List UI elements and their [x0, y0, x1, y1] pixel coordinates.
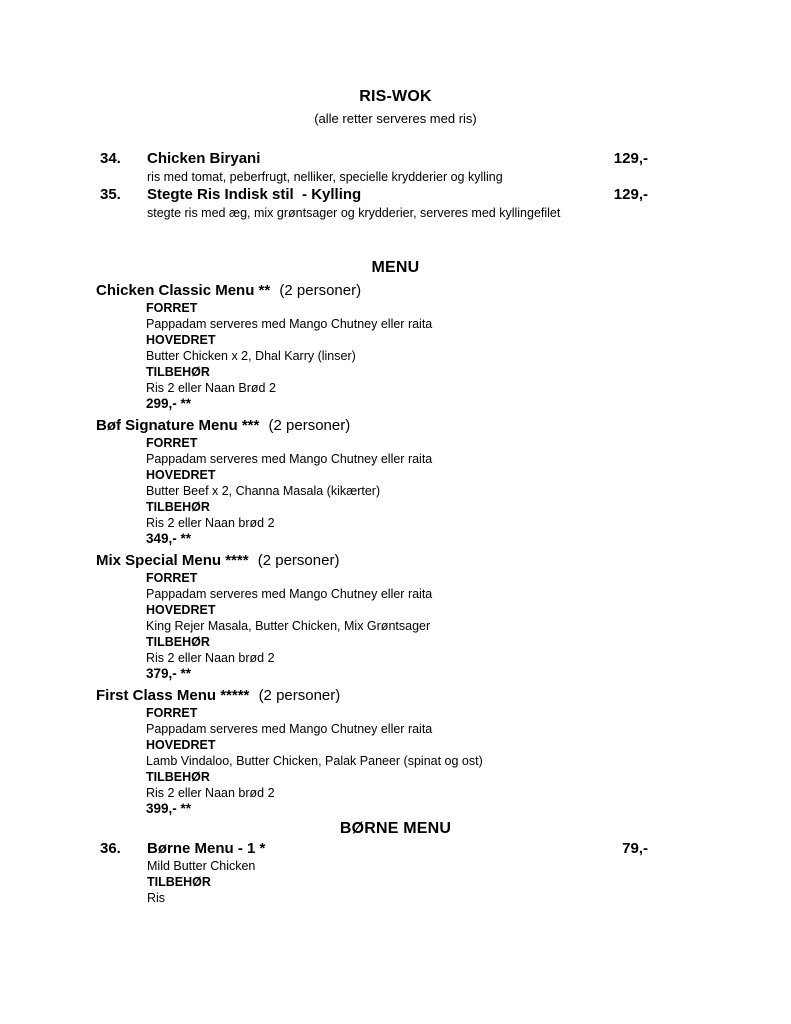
course-label: TILBEHØR	[146, 365, 210, 379]
section-heading-borne-menu: BØRNE MENU	[339, 820, 452, 837]
item-description: stegte ris med æg, mix grøntsager og krydderier, serveres med kyllingefilet	[147, 206, 561, 220]
course-items: Ris 2 eller Naan brød 2	[146, 786, 275, 800]
course-label: HOVEDRET	[146, 333, 216, 347]
set-menu-note: (2 personer)	[258, 687, 341, 704]
item-number: 36.	[100, 840, 121, 857]
course-label: HOVEDRET	[146, 603, 216, 617]
set-menu-price: 379,- **	[146, 666, 192, 681]
borne-menu-item-list	[100, 840, 648, 906]
course-label: HOVEDRET	[146, 738, 216, 752]
section-subheading-ris-wok: (alle retter serveres med ris)	[314, 111, 477, 126]
set-menu-note: (2 personer)	[257, 552, 340, 569]
item-number: 35.	[100, 186, 121, 203]
section-heading-menu: MENU	[371, 259, 420, 276]
menu-item-row	[100, 150, 648, 168]
item-price: 129,-	[613, 186, 648, 203]
set-menu-courses	[146, 435, 656, 547]
course-items: Ris 2 eller Naan Brød 2	[146, 381, 276, 395]
set-menu-title: Bøf Signature Menu ***	[96, 417, 260, 434]
course-items: Butter Beef x 2, Channa Masala (kikærter)	[146, 484, 381, 498]
menu-item-row	[100, 840, 648, 858]
course-items: Butter Chicken x 2, Dhal Karry (linser)	[146, 349, 356, 363]
side-item: Ris	[147, 891, 166, 905]
course-label: TILBEHØR	[146, 500, 210, 514]
course-label: FORRET	[146, 301, 198, 315]
item-description: ris med tomat, peberfrugt, nelliker, specielle krydderier og kylling	[147, 170, 503, 184]
ris-wok-item-list	[100, 150, 648, 222]
set-menu-block	[96, 687, 656, 817]
set-menu-courses	[146, 705, 656, 817]
item-price: 79,-	[622, 840, 648, 857]
item-name: Børne Menu - 1 *	[147, 840, 266, 857]
course-items: Ris 2 eller Naan brød 2	[146, 651, 275, 665]
set-menu-block	[96, 552, 656, 682]
course-items: Pappadam serveres med Mango Chutney eller raita	[146, 722, 433, 736]
course-items: Pappadam serveres med Mango Chutney eller raita	[146, 587, 433, 601]
set-menu-title-row	[96, 552, 656, 570]
item-price: 129,-	[613, 150, 648, 167]
borne-item-details	[100, 858, 648, 906]
course-items: Pappadam serveres med Mango Chutney eller raita	[146, 317, 433, 331]
course-label: FORRET	[146, 706, 198, 720]
course-label: FORRET	[146, 436, 198, 450]
course-label: TILBEHØR	[146, 770, 210, 784]
set-menu-block	[96, 282, 656, 412]
item-number: 34.	[100, 150, 121, 167]
set-menu-courses	[146, 300, 656, 412]
course-items: King Rejer Masala, Butter Chicken, Mix Grøntsager	[146, 619, 431, 633]
course-label: TILBEHØR	[146, 635, 210, 649]
set-menu-price: 399,- **	[146, 801, 192, 816]
set-menu-note: (2 personer)	[279, 282, 362, 299]
course-label: FORRET	[146, 571, 198, 585]
set-menu-title: First Class Menu *****	[96, 687, 250, 704]
set-menu-title-row	[96, 687, 656, 705]
set-menu-courses	[146, 570, 656, 682]
course-items: Pappadam serveres med Mango Chutney eller raita	[146, 452, 433, 466]
course-label: TILBEHØR	[147, 875, 211, 889]
course-items: Ris 2 eller Naan brød 2	[146, 516, 275, 530]
item-description: Mild Butter Chicken	[147, 859, 256, 873]
set-menu-title: Chicken Classic Menu **	[96, 282, 271, 299]
set-menu-title: Mix Special Menu ****	[96, 552, 249, 569]
set-menu-price: 349,- **	[146, 531, 192, 546]
set-menu-block	[96, 417, 656, 547]
set-menu-title-row	[96, 282, 656, 300]
course-items: Lamb Vindaloo, Butter Chicken, Palak Paneer (spinat og ost)	[146, 754, 483, 768]
item-name: Chicken Biryani	[147, 150, 261, 167]
set-menu-price: 299,- **	[146, 396, 192, 411]
course-label: HOVEDRET	[146, 468, 216, 482]
menu-item-row	[100, 186, 648, 204]
section-heading-ris-wok: RIS-WOK	[359, 88, 432, 105]
set-menu-title-row	[96, 417, 656, 435]
item-name: Stegte Ris Indisk stil - Kylling	[147, 186, 362, 203]
set-menu-note: (2 personer)	[268, 417, 351, 434]
